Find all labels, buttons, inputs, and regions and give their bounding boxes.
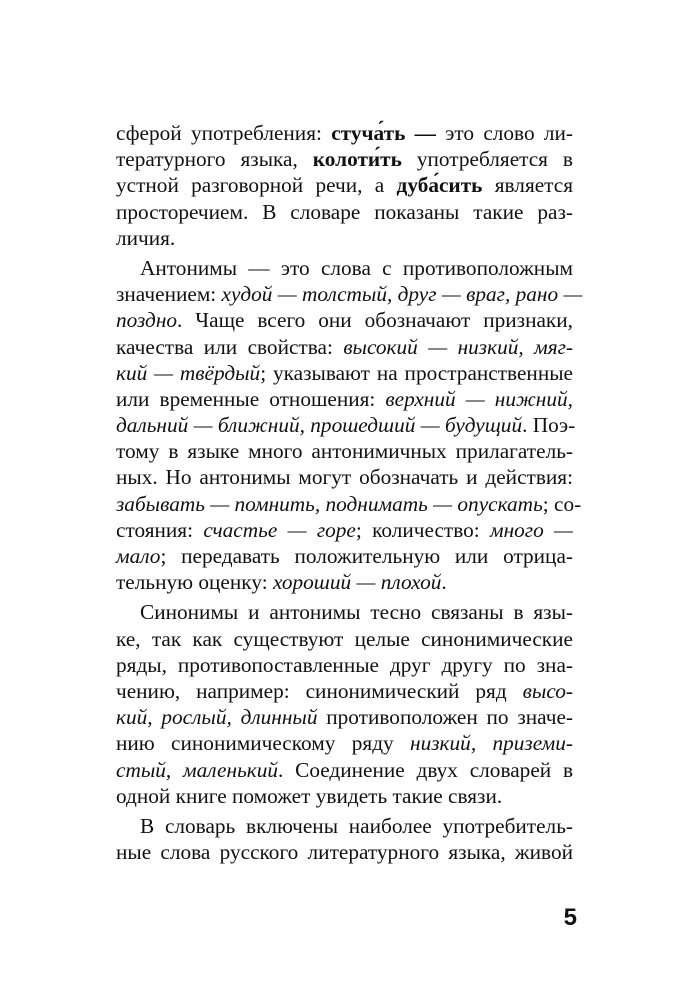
text-run: ке, так как существуют целые синонимические	[116, 626, 573, 651]
paragraph	[116, 599, 573, 809]
italic-example: кий — твёрдый	[116, 360, 261, 385]
text-run: . Соединение двух словарей в	[278, 757, 573, 782]
text-run: ; передавать положительную или отрица-	[160, 544, 573, 568]
text-run: сферой употребления:	[116, 121, 332, 145]
text-run: ; указывают на пространственные	[260, 360, 573, 385]
text-run: ; со-	[542, 491, 582, 516]
italic-example: забывать — помнить, поднимать — опускать	[116, 491, 543, 516]
page-text	[116, 120, 583, 865]
text-line	[116, 386, 573, 412]
text-line	[116, 704, 573, 730]
italic-example: стый, маленький	[116, 757, 279, 782]
text-line	[116, 678, 573, 704]
text-run: нию синонимическому ряду	[116, 731, 411, 756]
text-line	[116, 813, 573, 839]
text-line	[116, 730, 573, 756]
paragraph	[116, 255, 583, 595]
text-run: просторечием. В словаре показаны такие раз-	[116, 199, 573, 224]
text-run: . Чаще всего они обозначают признаки,	[177, 308, 573, 333]
italic-example: много —	[490, 517, 573, 542]
bold-term: стуча́ть —	[331, 121, 436, 145]
text-run: тельную оценку:	[116, 570, 273, 595]
text-line	[116, 412, 576, 438]
italic-example: мало	[116, 544, 161, 568]
text-line	[116, 757, 573, 783]
italic-example: худой — толстый, друг — враг, рано —	[221, 282, 583, 307]
italic-example: высокий — низкий, мяг-	[343, 334, 574, 359]
text-run: употребляется в	[401, 147, 573, 172]
bold-term: колоти́ть	[312, 147, 402, 172]
paragraph	[116, 120, 573, 251]
text-run: ряды, противопоставленные друг другу по зна-	[116, 652, 573, 677]
text-run: ; количество:	[355, 517, 490, 542]
text-run: чению, например: синонимический ряд	[116, 678, 523, 703]
text-run: качества или свойства:	[116, 334, 344, 359]
paragraph	[116, 813, 573, 865]
text-run: стояния:	[116, 517, 204, 542]
text-line	[116, 599, 573, 625]
text-line	[116, 438, 573, 464]
italic-example: дальний — ближний, прошедший — будущий	[116, 413, 523, 438]
text-run: или временные отношения:	[116, 386, 386, 411]
text-run: устной разговорной речи, а	[116, 173, 397, 198]
text-line	[116, 225, 573, 251]
italic-example: верхний — нижний,	[385, 386, 573, 411]
text-line	[116, 307, 573, 333]
text-run: Антонимы — это слова с противоположным	[140, 255, 573, 280]
italic-example: высо-	[522, 678, 573, 703]
text-line	[116, 464, 573, 490]
text-run: . Поэ-	[522, 413, 576, 438]
page-number: 5	[563, 904, 577, 931]
italic-example: счастье — горе	[203, 517, 356, 542]
text-line	[116, 839, 573, 865]
paragraph-container	[116, 120, 583, 865]
text-run: тературного языка,	[116, 147, 313, 172]
text-line	[116, 491, 582, 517]
text-run: является	[482, 173, 574, 198]
text-line	[116, 255, 573, 281]
bold-term: дуба́сить	[396, 173, 483, 198]
text-line	[116, 172, 573, 198]
text-line	[116, 334, 573, 360]
text-line	[116, 360, 573, 386]
italic-example: низкий, приземи-	[410, 731, 573, 756]
text-run: .	[441, 570, 447, 595]
italic-example: хороший — плохой	[272, 570, 442, 595]
italic-example: кий, рослый, длинный	[116, 705, 318, 730]
text-run: значением:	[116, 282, 222, 307]
text-line	[116, 626, 573, 652]
text-run: Синонимы и антонимы тесно связаны в язы-	[140, 600, 573, 625]
text-run: одной книге поможет увидеть такие связи.	[116, 783, 503, 808]
text-run: В словарь включены наиболее употребитель-	[140, 813, 573, 838]
text-line	[116, 783, 573, 809]
text-line	[116, 652, 573, 678]
text-line	[116, 199, 573, 225]
text-run: тому в языке много антонимичных прилагатель-	[116, 439, 573, 464]
text-run: ных. Но антонимы могут обозначать и действия:	[116, 465, 573, 490]
text-run: противоположен по значе-	[317, 705, 573, 730]
text-run: это слово ли-	[435, 121, 574, 145]
text-line	[116, 517, 573, 543]
text-run: ные слова русского литературного языка, живой	[116, 840, 573, 865]
text-line	[116, 281, 583, 307]
italic-example: поздно	[116, 308, 178, 333]
text-line	[116, 120, 573, 146]
text-line	[116, 569, 573, 595]
text-line	[116, 543, 573, 569]
text-line	[116, 146, 573, 172]
text-run: личия.	[116, 225, 176, 250]
